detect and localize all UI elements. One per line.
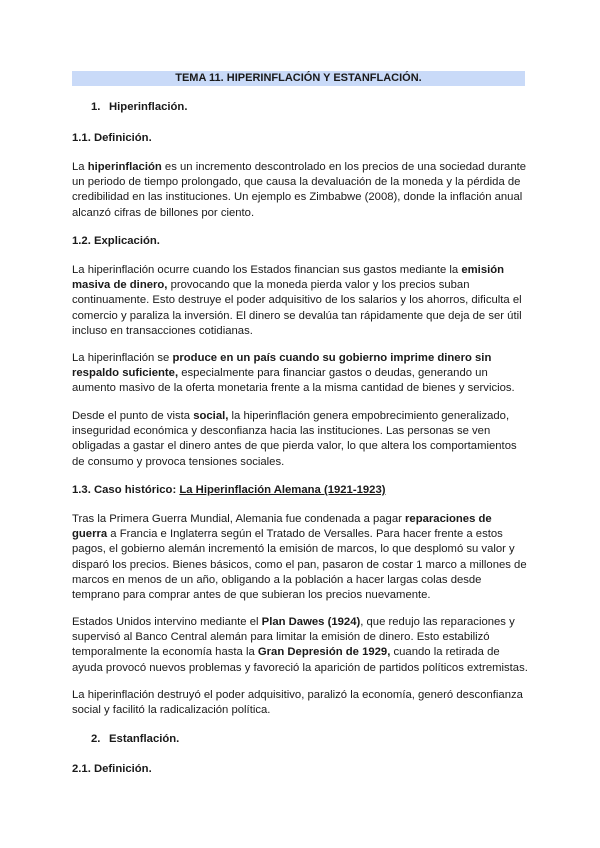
section-1-number: 1. [91, 101, 101, 113]
p4-text-c: la hiperinflación genera empobrecimiento generalizado, inseguridad económica y desconfianza hacia las instituciones. Las personas se ven obligadas a gastar el dinero antes de que pierda valor, lo que altera los comportamientos de consumo y provoca tensiones sociales. [72, 410, 517, 468]
section-2-heading [91, 732, 547, 747]
p6-text-a: Estados Unidos intervino mediante el [72, 616, 262, 628]
document-title: TEMA 11. HIPERINFLACIÓN Y ESTANFLACIÓN. [72, 71, 525, 86]
p5-text-c: a Francia e Inglaterra según el Tratado de Versalles. Para hacer frente a estos pagos, el gobierno alemán incrementó la emisión de marcos, lo que desplomó su valor y disparó los precios. Bienes básicos, como el pan, pasaron de costar 1 marco a millones de marcos en menos de un año, obligando a la población a hacer largas colas desde temprano para comprar antes de que subieran los precios nuevamente. [72, 528, 527, 602]
p6-bold-1: Plan Dawes (1924) [261, 616, 361, 628]
section-1-3-prefix: 1.3. Caso histórico: [72, 484, 180, 496]
explanation-paragraph-1 [72, 263, 528, 339]
p2-bold: emisión masiva de dinero, [72, 264, 505, 292]
conclusion-paragraph: La hiperinflación destruyó el poder adquisitivo, paralizó la economía, generó desconfianza social y facilitó la radicalización política. [72, 689, 523, 717]
p5-bold: reparaciones de guerra [72, 513, 492, 541]
section-1-2-heading: 1.2. Explicación. [72, 235, 160, 247]
section-2-number: 2. [91, 733, 101, 745]
p3-bold: produce en un país cuando su gobierno imprime dinero sin respaldo suficiente, [72, 352, 492, 380]
historical-case-link[interactable]: La Hiperinflación Alemana (1921-1923) [179, 484, 386, 496]
p3-text-c: especialmente para financiar gastos o deudas, generando un aumento masivo de la oferta monetaria frente a la misma cantidad de bienes y servicios. [72, 367, 515, 395]
p1-text-a: La [72, 161, 88, 173]
historical-paragraph-1 [72, 512, 528, 603]
explanation-paragraph-2 [72, 351, 528, 397]
section-1-3-heading [72, 483, 528, 498]
p4-text-a: Desde el punto de vista [72, 410, 194, 422]
section-2-label: Estanflación. [109, 733, 180, 745]
section-2-1-heading: 2.1. Definición. [72, 763, 152, 775]
explanation-paragraph-3 [72, 409, 528, 470]
section-1-label: Hiperinflación. [109, 101, 188, 113]
p6-text-c: , que redujo las reparaciones y supervisó al Banco Central alemán para limitar la emisión de dinero. Esto estabilizó temporalmente la economía hasta la [72, 616, 515, 659]
p2-text-a: La hiperinflación ocurre cuando los Estados financian sus gastos mediante la [72, 264, 462, 276]
definition-paragraph [72, 160, 528, 221]
p5-text-a: Tras la Primera Guerra Mundial, Alemania fue condenada a pagar [72, 513, 406, 525]
section-1-1-heading: 1.1. Definición. [72, 132, 152, 144]
p3-text-a: La hiperinflación se [72, 352, 173, 364]
section-1-heading [91, 100, 547, 115]
historical-paragraph-2 [72, 615, 528, 676]
p1-bold: hiperinflación [87, 161, 162, 173]
p4-bold: social, [193, 410, 229, 422]
p2-text-c: provocando que la moneda pierda valor y los precios suban continuamente. Esto destruye el poder adquisitivo de los salarios y los ahorros, dificulta el comercio y paraliza la inversión. El dinero se devalúa tan rápidamente que deja de ser útil incluso en transacciones cotidianas. [72, 279, 522, 337]
p6-text-e: cuando la retirada de ayuda provocó nuevos problemas y favoreció la aparición de partidos políticos extremistas. [72, 646, 528, 674]
p6-bold-2: Gran Depresión de 1929, [257, 646, 391, 659]
p1-text-c: es un incremento descontrolado en los precios de una sociedad durante un periodo de tiempo prolongado, que causa la devaluación de la moneda y la pérdida de credibilidad en las instituciones. Un ejemplo es Zimbabwe (2008), donde la inflación anual alcanzó cifras de billones por ciento. [72, 161, 527, 219]
